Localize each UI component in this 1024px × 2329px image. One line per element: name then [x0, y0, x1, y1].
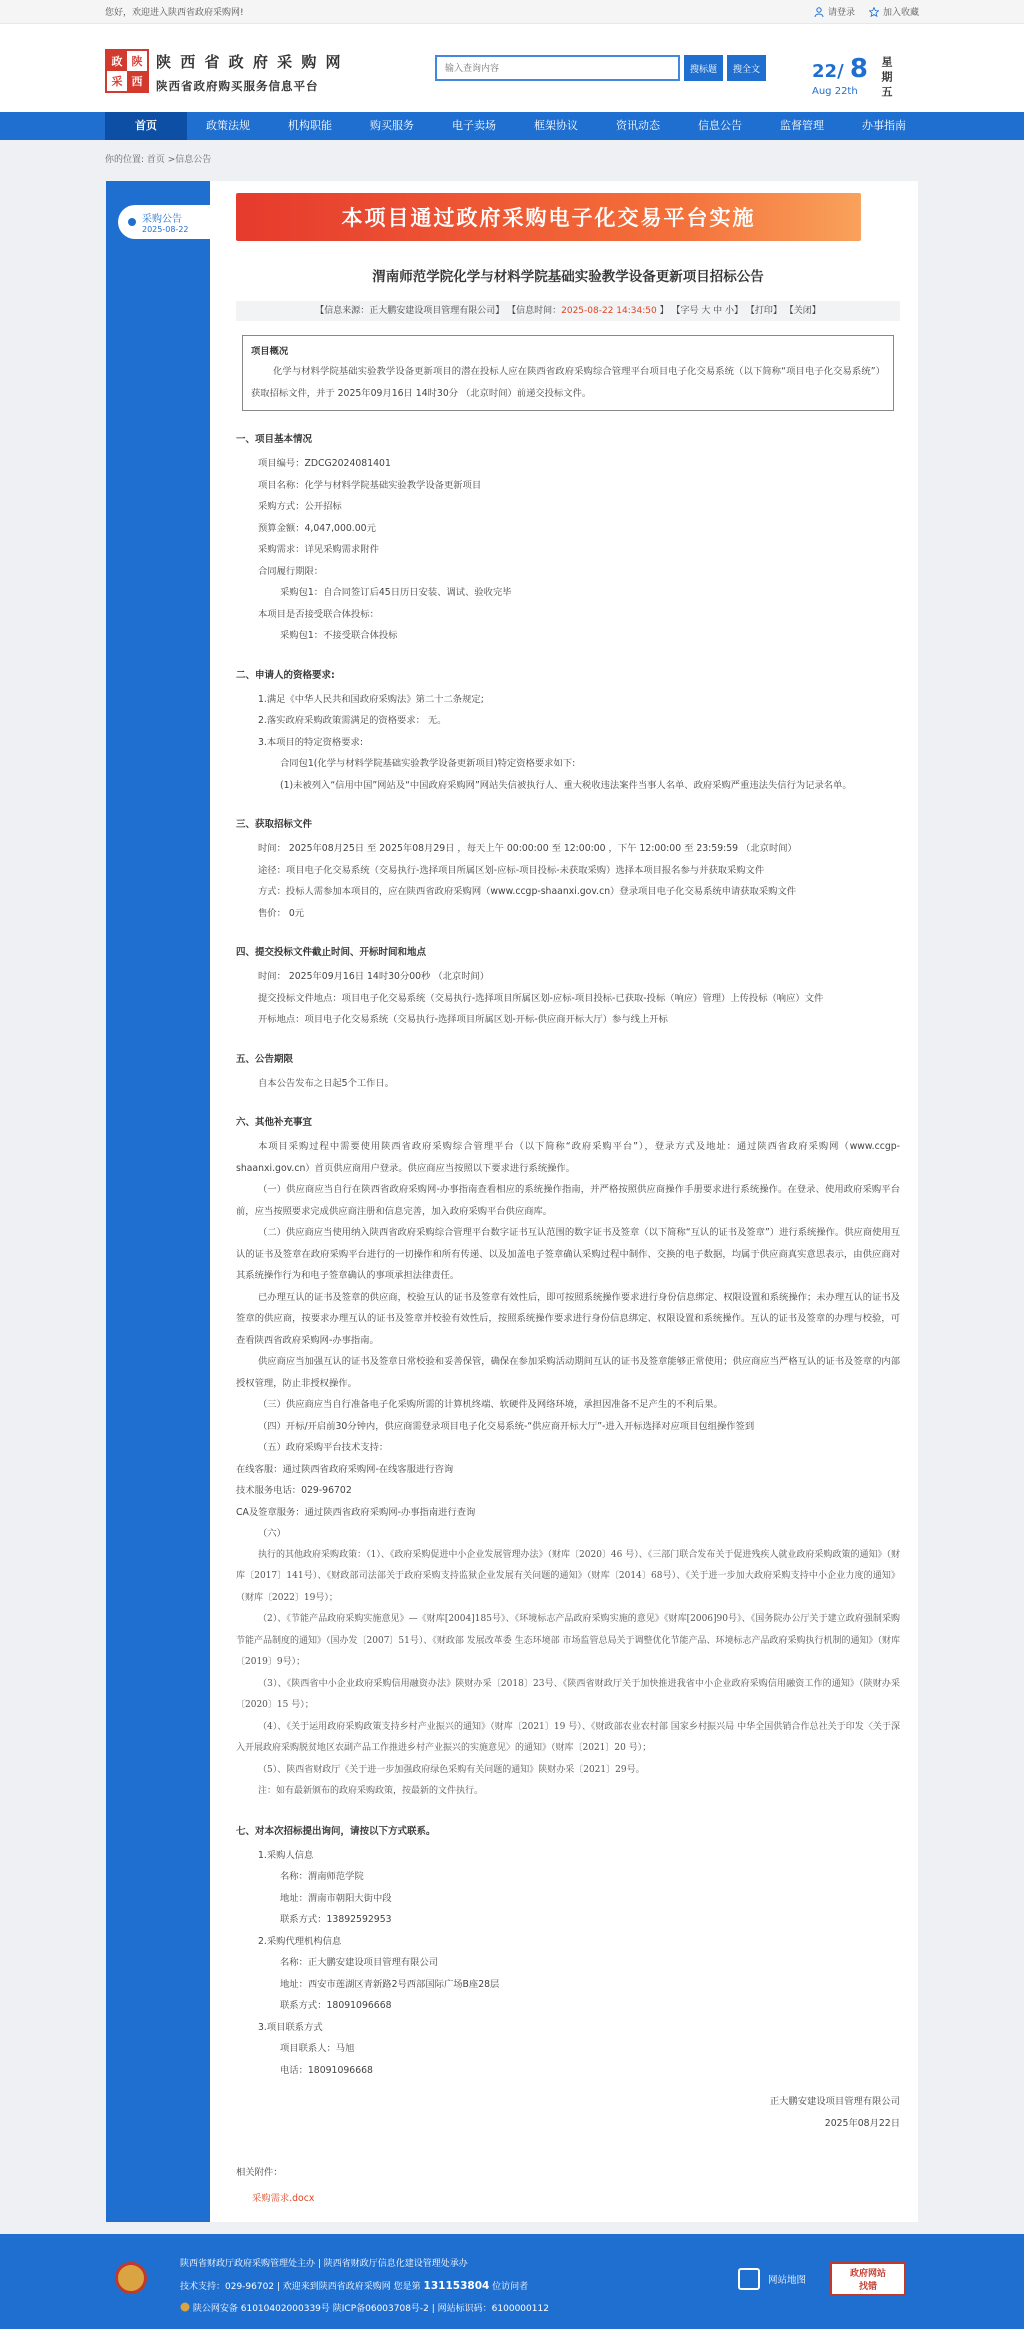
site-header: [0, 24, 1024, 112]
signature-company: 正大鹏安建设项目管理有限公司: [769, 2096, 900, 2107]
meta-time: 2025-08-22 14:34:50: [561, 306, 657, 316]
section-qualification: [236, 667, 900, 797]
badge-icon: [180, 2302, 190, 2312]
info-line: 方式：投标人需参加本项目的，应在陕西省政府采购网（www.ccgp-shaanxi.gov.cn）登录项目电子化交易系统申请获取采购文件: [258, 886, 797, 897]
info-line: 联系方式：13892592953: [280, 1914, 392, 1925]
footer-organizer: 陕西省财政厅政府采购管理处主办 | 陕西省财政厅信息化建设管理处承办: [180, 2259, 468, 2269]
date-widget: 22/ 8 Aug 22th 星期五: [812, 54, 893, 101]
paragraph: （四）开标/开启前30分钟内，供应商需登录项目电子化交易系统-“供应商开标大厅”-进入开标选择对应项目包组操作签到: [258, 1420, 755, 1432]
logo-char: 政: [107, 51, 127, 71]
sidebar-item-date: 2025-08-22: [142, 225, 189, 234]
info-line: 项目联系人：马旭: [280, 2043, 355, 2054]
section-contacts: [236, 1823, 900, 2082]
main-panel: [106, 181, 918, 2222]
sidebar: [106, 181, 210, 2222]
footer-support-text: 技术支持：029-96702 | 欢迎来到陕西省政府采购网 您是第: [180, 2282, 424, 2292]
section-heading: 三、获取招标文件: [236, 819, 313, 830]
info-line: 3.项目联系方式: [258, 2021, 323, 2033]
site-map-link[interactable]: [738, 2268, 806, 2290]
paragraph: （一）供应商应当自行在陕西省政府采购网-办事指南查看相应的系统操作指南，并严格按照供应商操作手册要求进行系统操作。在登录、使用政府采购平台前，应当按照要求完成供应商注册和信息完善，加入政府采购平台供应商库。: [236, 1184, 900, 1217]
policy-paragraph: （4）、《关于运用政府采购政策支持乡村产业振兴的通知》（财库〔2021〕19 号）、《财政部农业农村部 国家乡村振兴局 中华全国供销合作总社关于印发〈关于深入开展政府采购脱贫地区农副产品工作推进乡村产业振兴的实施意见〉的通知》（财库〔2021〕20 号）；: [236, 1721, 900, 1753]
info-line: CA及签章服务：通过陕西省政府采购网-办事指南进行查询: [236, 1506, 476, 1518]
nav-item-service[interactable]: 购买服务: [370, 119, 414, 132]
info-line: 3.本项目的特定资格要求:: [258, 736, 363, 748]
meta-time-label: 【信息时间：: [507, 306, 562, 316]
info-line: 联系方式：18091096668: [280, 2000, 392, 2011]
info-line: 采购方式：公开招标: [258, 501, 342, 512]
info-line: 2.落实政府采购政策需满足的资格要求： 无。: [258, 715, 447, 726]
footer-support: [180, 2275, 549, 2298]
nav-item-policy[interactable]: 政策法规: [206, 119, 250, 132]
section-basic-info: [236, 431, 900, 647]
favorite-label[interactable]: 加入收藏: [882, 8, 919, 18]
star-icon: [869, 7, 879, 17]
logo-char: 西: [127, 71, 147, 91]
info-line: 合同履行期限：: [258, 565, 324, 577]
paragraph: （三）供应商应当自行准备电子化采购所需的计算机终端、软硬件及网络环境，承担因准备不足产生的不利后果。: [258, 1399, 723, 1410]
gov-error-report-badge[interactable]: [830, 2262, 906, 2296]
nav-item-emall[interactable]: 电子卖场: [452, 119, 496, 132]
info-line: 本项目是否接受联合体投标：: [258, 608, 379, 620]
site-title-main: 陕 西 省 政 府 采 购 网: [156, 53, 343, 71]
site-map-label[interactable]: 网站地图: [768, 2275, 807, 2286]
info-line: 开标地点：项目电子化交易系统（交易执行-选择项目所属区划-开标-供应商开标大厅）参与线上开标: [258, 1014, 668, 1025]
section-notice-period: [236, 1051, 900, 1095]
search-fulltext-button[interactable]: 搜全文: [727, 55, 766, 81]
paragraph: 已办理互认的证书及签章的供应商，校验互认的证书及签章有效性后，即可按照系统操作要求进行身份信息绑定、权限设置和系统操作；未办理互认的证书及签章的供应商，按要求办理互认的证书及签章并校验有效性后，按照系统操作要求进行身份信息绑定、权限设置和系统操作。互认的证书及签章的办理与校验，可查看陕西省政府采购网-办事指南。: [236, 1291, 900, 1346]
paragraph: 供应商应当加强互认的证书及签章日常校验和妥善保管，确保在参加采购活动期间互认的证书及签章能够正常使用；供应商应当严格互认的证书及签章的内部授权管理，防止非授权操作。: [236, 1356, 900, 1389]
user-icon: [814, 7, 824, 17]
top-bar: [0, 0, 1024, 24]
section-obtain-documents: [236, 816, 900, 924]
nav-item-framework[interactable]: 框架协议: [534, 119, 578, 132]
section-deadline: [236, 944, 900, 1031]
main-nav: [0, 112, 1024, 140]
info-line: 在线客服：通过陕西省政府采购网-在线客服进行咨询: [236, 1463, 454, 1475]
dot-icon: [128, 218, 136, 226]
search-input[interactable]: [435, 55, 680, 81]
info-line: 时间： 2025年09月16日 14时30分00秒 （北京时间）: [258, 971, 490, 982]
info-line: 名称：正大鹏安建设项目管理有限公司: [280, 1957, 439, 1968]
weekday: 星期五: [880, 56, 893, 101]
meta-source: 【信息来源：正大鹏安建设项目管理有限公司】: [315, 306, 505, 316]
paragraph: （五）政府采购平台技术支持：: [258, 1442, 389, 1453]
sidebar-item-label: 采购公告: [142, 214, 182, 225]
info-line: 售价： 0元: [258, 907, 305, 919]
platform-banner: 本项目通过政府采购电子化交易平台实施: [236, 193, 861, 241]
section-heading: 七、对本次招标提出询问，请按以下方式联系。: [236, 1825, 436, 1837]
nav-item-news[interactable]: 资讯动态: [616, 119, 660, 132]
policy-paragraph: （5）、陕西省财政厅《关于进一步加强政府绿色采购有关问题的通知》陕财办采〔2021〕29号。: [258, 1764, 645, 1775]
footer-text: [180, 2253, 549, 2320]
info-line: 预算金额：4,047,000.00元: [258, 522, 376, 534]
nav-item-notice[interactable]: 信息公告: [698, 119, 742, 132]
policy-paragraph: 注：如有最新颁布的政府采购政策，按最新的文件执行。: [258, 1786, 484, 1796]
summary-heading: 项目概况: [251, 346, 289, 357]
logo-char: 陕: [127, 51, 147, 71]
info-line: 采购包1：自合同签订后45日历日安装、调试、验收完毕: [280, 587, 512, 598]
attachments-label: 相关附件：: [236, 2167, 283, 2178]
gov-badge-sub: 找错: [858, 2282, 877, 2292]
info-line: 提交投标文件地点：项目电子化交易系统（交易执行-选择项目所属区划-应标-项目投标-已获取-投标（响应）管理）上传投标（响应）文件: [258, 992, 824, 1004]
info-line: (1)未被列入“信用中国”网站及“中国政府采购网”网站失信被执行人、重大税收违法案件当事人名单、政府采购严重违法失信行为记录名单。: [280, 779, 852, 791]
info-line: 自本公告发布之日起5个工作日。: [258, 1077, 395, 1089]
site-logo[interactable]: [105, 49, 149, 93]
date-day: 22: [812, 61, 838, 82]
info-line: 地址：西安市莲湖区青新路2号西部国际广场B座28层: [280, 1978, 500, 1990]
info-line: 项目编号：ZDCG2024081401: [258, 458, 391, 469]
nav-item-org[interactable]: 机构职能: [288, 119, 332, 132]
info-line: 电话：18091096668: [280, 2064, 373, 2076]
signature-date: 2025年08月22日: [824, 2117, 900, 2129]
footer-support-tail: 位访问者: [489, 2282, 529, 2292]
paragraph: （二）供应商应当使用纳入陕西省政府采购综合管理平台数字证书互认范围的数字证书及签章（以下简称“互认的证书及签章”）进行系统操作。供应商使用互认的证书及签章在政府采购平台进行的一切操作和所有传递、以及加盖电子签章确认采购过程中制作、交换的电子数据，均属于供应商真实意思表示，由供应商对其系统操作行为和电子签章确认的事项承担法律责任。: [236, 1227, 900, 1281]
info-line: 1.满足《中华人民共和国政府采购法》第二十二条规定;: [258, 693, 484, 705]
login-label[interactable]: 请登录: [827, 8, 855, 18]
project-summary: [242, 335, 894, 411]
nav-item-home[interactable]: 首页: [105, 112, 187, 140]
section-heading: 一、项目基本情况: [236, 434, 313, 445]
info-line: 项目名称：化学与材料学院基础实验教学设备更新项目: [258, 479, 482, 491]
section-heading: 六、其他补充事宜: [236, 1117, 313, 1128]
info-line: 地址：渭南市朝阳大街中段: [280, 1892, 392, 1904]
login-link[interactable]: [814, 5, 855, 18]
info-line: 采购包1：不接受联合体投标: [280, 630, 398, 641]
map-icon: [738, 2268, 760, 2290]
page-title: 渭南师范学院化学与材料学院基础实验教学设备更新项目招标公告: [372, 269, 764, 285]
info-line: 合同包1(化学与材料学院基础实验教学设备更新项目)特定资格要求如下:: [280, 758, 576, 769]
site-title: [156, 51, 343, 94]
site-title-sub: 陕西省政府购买服务信息平台: [156, 79, 319, 93]
info-line: 2.采购代理机构信息: [258, 1935, 342, 1947]
article: [236, 193, 900, 2210]
nav-item-guide[interactable]: 办事指南: [862, 119, 906, 132]
paragraph: 本项目采购过程中需要使用陕西省政府采购综合管理平台（以下简称“政府采购平台”），登录方式及地址：通过陕西省政府采购网（www.ccgp-shaanxi.gov.cn）首页供应商用户登录。供应商应当按照以下要求进行系统操作。: [236, 1141, 900, 1174]
nav-item-supervision[interactable]: 监督管理: [780, 119, 824, 132]
date-english: Aug 22th: [812, 86, 858, 97]
section-heading: 五、公告期限: [236, 1053, 294, 1065]
info-line: 时间： 2025年08月25日 至 2025年08月29日 ，每天上午 00:00:00 至 12:00:00 ，下午 12:00:00 至 23:59:59 （北京时间）: [258, 843, 797, 854]
info-line: 名称：渭南师范学院: [280, 1871, 364, 1882]
search-bar: [435, 55, 766, 81]
info-line: 1.采购人信息: [258, 1849, 314, 1861]
sidebar-item-procurement-notice[interactable]: [118, 205, 210, 239]
search-title-button[interactable]: 搜标题: [684, 55, 723, 81]
info-line: （六）: [258, 1528, 286, 1539]
summary-body: 化学与材料学院基础实验教学设备更新项目的潜在投标人应在陕西省政府采购综合管理平台项目电子化交易系统（以下简称“项目电子化交易系统”）获取招标文件，并于 2025年09月16日 14时30分 （北京时间）前递交投标文件。: [251, 366, 885, 399]
policy-paragraph: （3）、《陕西省中小企业政府采购信用融资办法》陕财办采〔2018〕23号、《陕西省财政厅关于加快推进我省中小企业政府采购信用融资工作的通知》（陕财办采〔2020〕15 号）；: [236, 1678, 900, 1710]
info-line: 技术服务电话：029-96702: [236, 1485, 352, 1496]
info-line: 采购需求：详见采购需求附件: [258, 544, 379, 555]
section-other-matters: [236, 1114, 900, 1803]
site-footer: [0, 2234, 1024, 2329]
favorite-link[interactable]: [869, 5, 919, 18]
logo-char: 采: [107, 71, 127, 91]
attachment-link[interactable]: 采购需求.docx: [252, 2192, 315, 2204]
date-month: 8: [849, 54, 868, 84]
footer-record[interactable]: [180, 2298, 549, 2320]
gov-badge-title: 政府网站: [849, 2269, 886, 2279]
section-heading: 四、提交投标文件截止时间、开标时间和地点: [236, 947, 427, 958]
breadcrumb[interactable]: 你的位置: 首页 >信息公告: [105, 155, 212, 165]
footer-record-text[interactable]: 陕公网安备 61010402000339号 陕ICP备06003708号-2 | 网站标识码：6100000112: [192, 2304, 549, 2314]
policy-paragraph: （2）、《节能产品政府采购实施意见》—《财库[2004]185号》、《环境标志产品政府采购实施的意见》《财库[2006]90号》、《国务院办公厅关于建立政府强制采购节能产品制度的通知》（国办发〔2007〕51号）、《财政部 发展改革委 生态环境部 市场监管总局关于调整优化节能产品、环境标志产品政府采购执行机制的通知》（财库〔2019〕9号）；: [236, 1614, 900, 1667]
policy-paragraph: 执行的其他政府采购政策：（1）、《政府采购促进中小企业发展管理办法》（财库〔2020〕46 号）、《三部门联合发布关于促进残疾人就业政府采购政策的通知》（财库〔2017〕141号）、《财政部司法部关于政府采购支持监狱企业发展有关问题的通知》（财库〔2014〕68号）、《关于进一步加大政府采购支持中小企业力度的通知》（财库〔2022〕19号）；: [236, 1549, 900, 1603]
meta-tools[interactable]: 】 【字号 大 中 小】 【打印】 【关闭】: [659, 306, 821, 316]
article-meta: [236, 301, 900, 321]
section-heading: 二、申请人的资格要求:: [236, 669, 335, 681]
visitor-count: 131153804: [423, 2280, 490, 2292]
welcome-text: 您好，欢迎进入陕西省政府采购网!: [105, 8, 244, 18]
info-line: 途径：项目电子化交易系统（交易执行-选择项目所属区划-应标-项目投标-未获取采购）选择本项目报名参与并获取采购文件: [258, 864, 765, 876]
police-emblem-icon[interactable]: [115, 2262, 147, 2294]
